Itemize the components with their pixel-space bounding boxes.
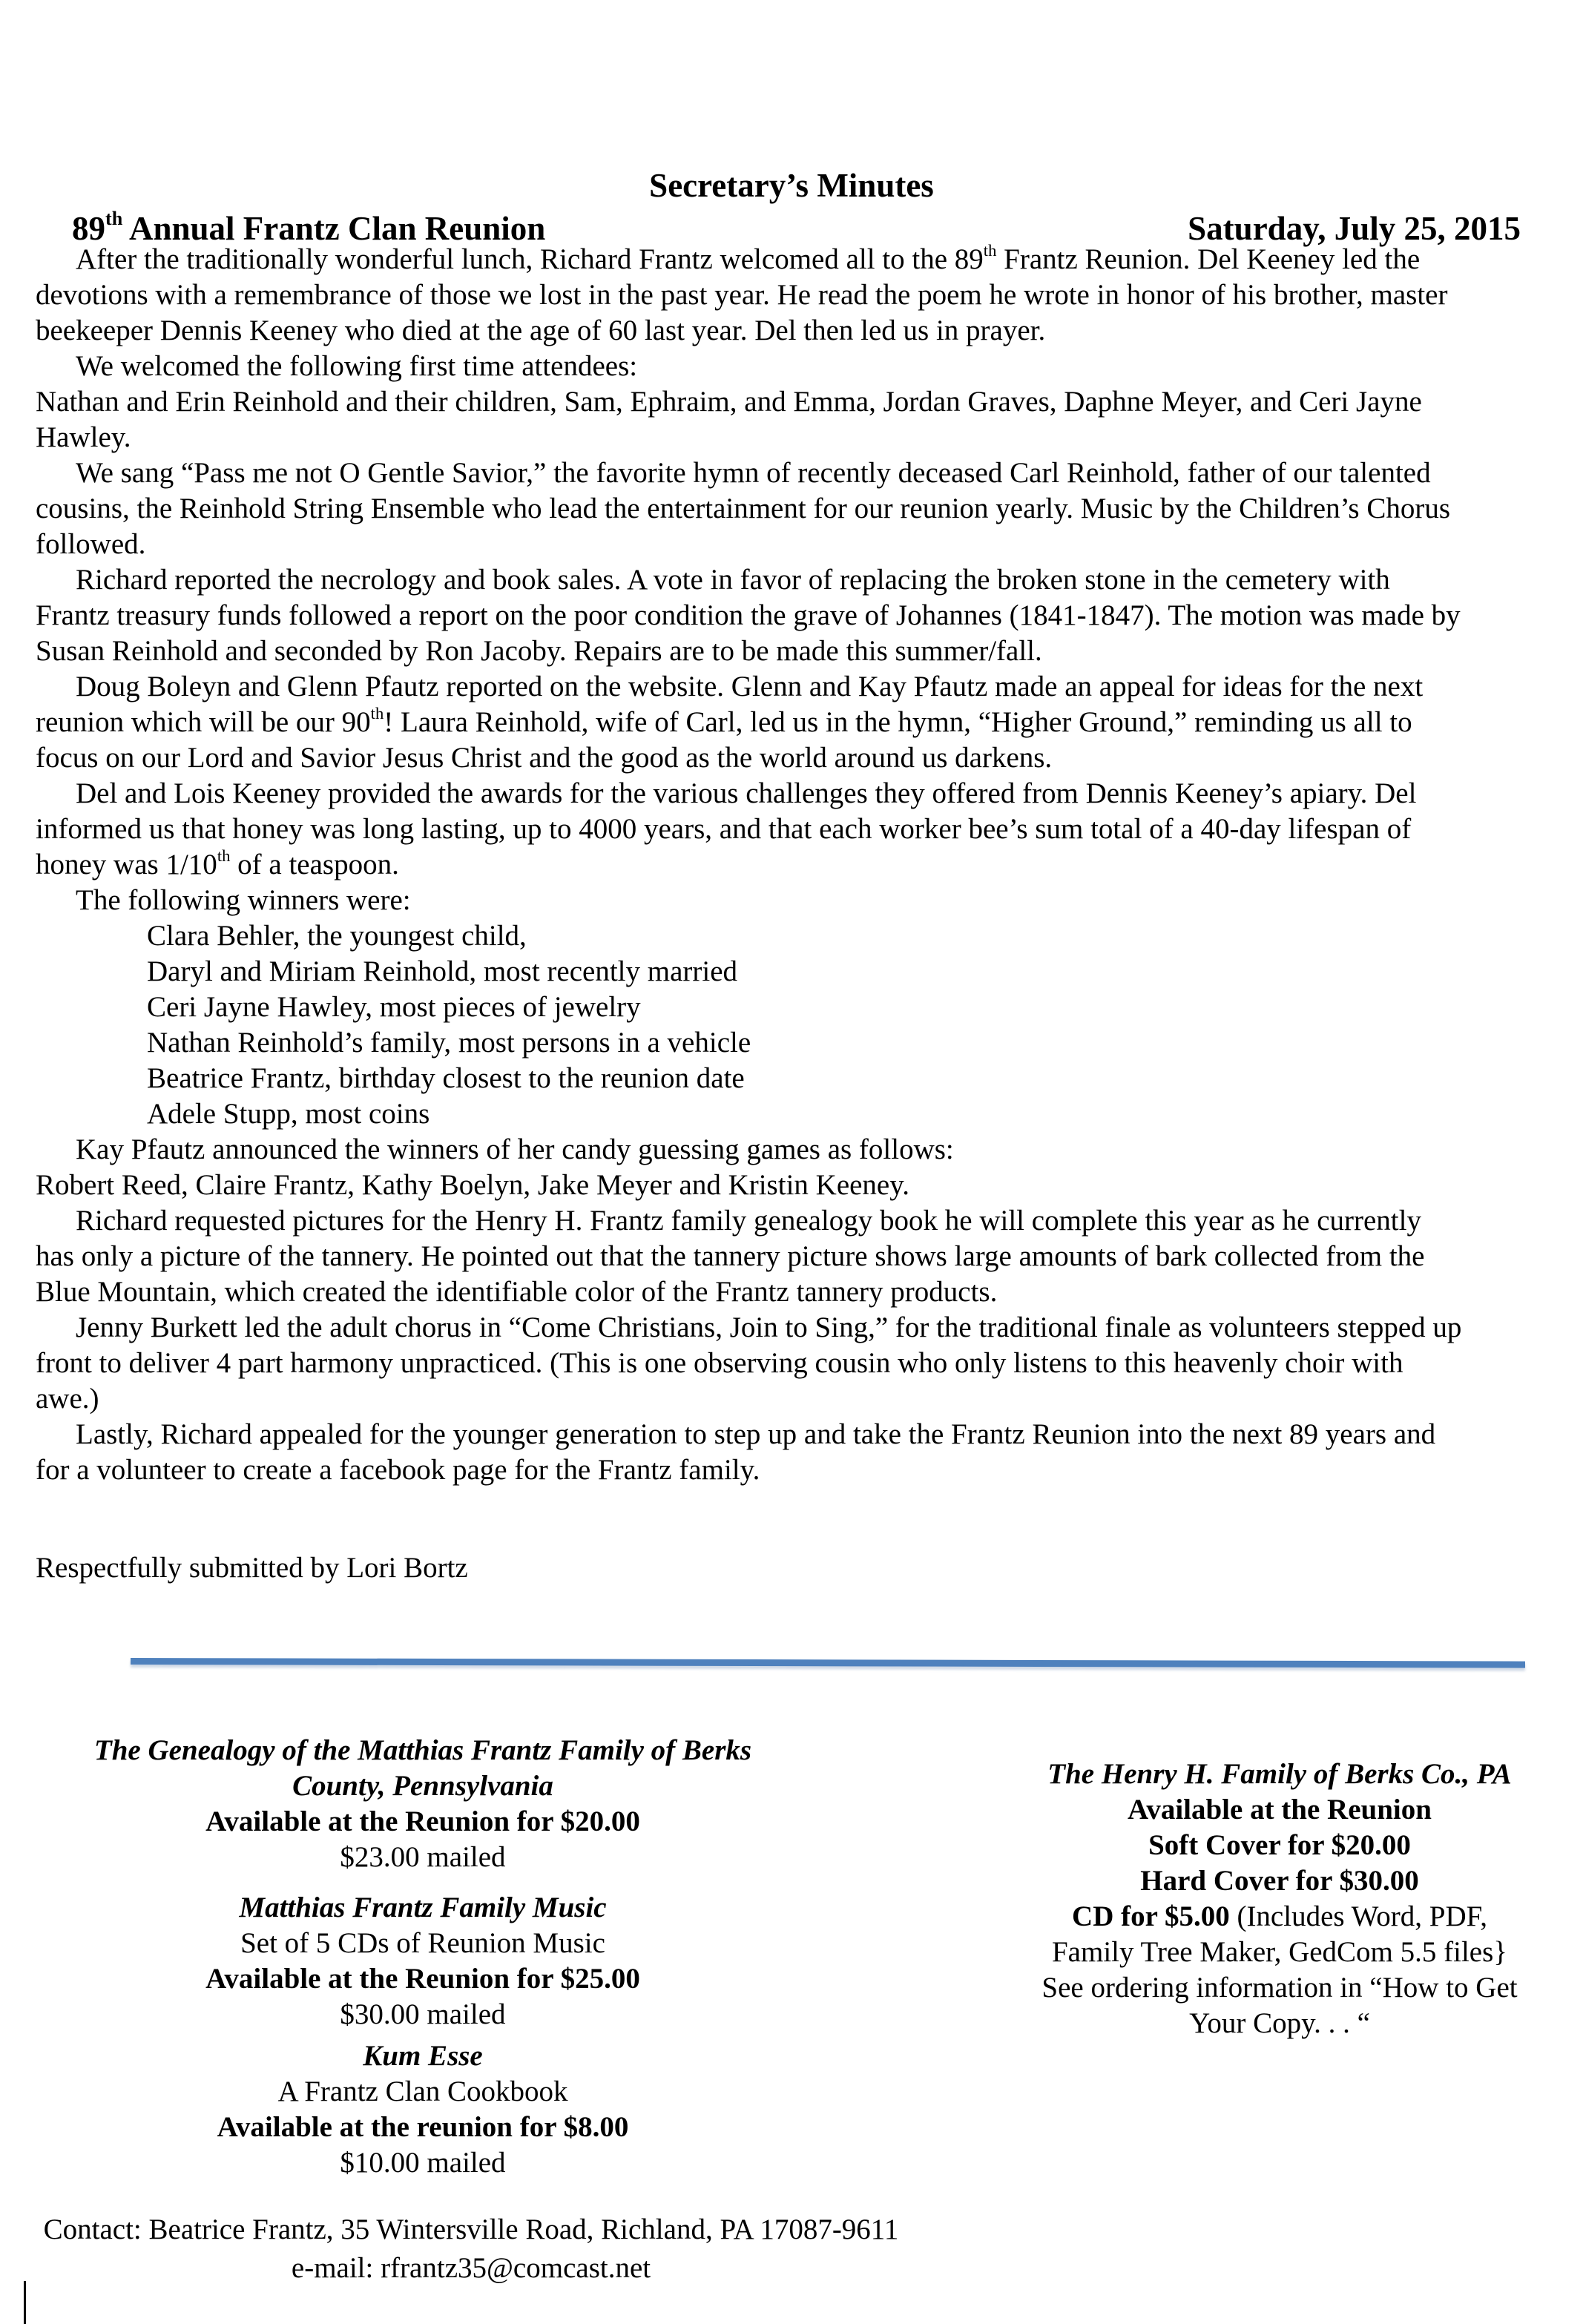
music-description: Set of 5 CDs of Reunion Music: [240, 1927, 605, 1959]
text-run: Blue Mountain, which created the identifiable color of the Frantz tannery products.: [36, 1276, 998, 1308]
minutes-line: [36, 1274, 1549, 1310]
text-run: reunion which will be our 90: [36, 706, 371, 738]
event-ordinal: 89: [72, 210, 105, 247]
genealogy-title-line1: The Genealogy of the Matthias Frantz Family of Berks: [93, 1734, 752, 1766]
genealogy-price: Available at the Reunion for $20.00: [205, 1805, 640, 1837]
minutes-line: [36, 1417, 1549, 1452]
minutes-line: [36, 633, 1549, 669]
text-run: Del and Lois Keeney provided the awards for the various challenges they offered from Dennis Keeney’s apiary. Del: [76, 777, 1417, 809]
section-divider: [131, 1658, 1525, 1668]
minutes-line: [36, 740, 1549, 776]
minutes-line: [36, 384, 1549, 420]
minutes-line: [36, 1203, 1549, 1239]
text-run: Ceri Jayne Hawley, most pieces of jewelry: [147, 991, 641, 1023]
cookbook-mailed: $10.00 mailed: [340, 2147, 506, 2179]
minutes-line: [36, 562, 1549, 598]
text-run: Hawley.: [36, 421, 131, 453]
event-name: Annual Frantz Clan Reunion: [122, 210, 546, 247]
minutes-body: [36, 242, 1549, 1488]
text-run: Beatrice Frantz, birthday closest to the reunion date: [147, 1062, 745, 1094]
genealogy-title-line2: County, Pennsylvania: [292, 1770, 553, 1802]
genealogy-mailed: $23.00 mailed: [340, 1841, 506, 1873]
text-run: followed.: [36, 528, 146, 560]
henry-cd-includes-cont: Family Tree Maker, GedCom 5.5 files}: [1051, 1936, 1508, 1968]
text-run: Robert Reed, Claire Frantz, Kathy Boelyn, Jake Meyer and Kristin Keeney.: [36, 1169, 909, 1201]
ordinal-suffix: th: [370, 703, 384, 722]
contact-address: Contact: Beatrice Frantz, 35 Wintersville Road, Richland, PA 17087-9611: [43, 2213, 899, 2245]
text-run: awe.): [36, 1383, 99, 1415]
contact-email[interactable]: e-mail: rfrantz35@comcast.net: [291, 2252, 651, 2284]
text-run: Adele Stupp, most coins: [147, 1098, 430, 1130]
cookbook-description: A Frantz Clan Cookbook: [277, 2076, 568, 2107]
text-run: Doug Boleyn and Glenn Pfautz reported on the website. Glenn and Kay Pfautz made an appeal for ideas for the next: [76, 671, 1424, 702]
text-run: ! Laura Reinhold, wife of Carl, led us in the hymn, “Higher Ground,” reminding us all to: [384, 706, 1412, 738]
text-run: front to deliver 4 part harmony unpracticed. (This is one observing cousin who only listens to this heavenly choir with: [36, 1347, 1403, 1379]
contact-block: [0, 2211, 942, 2288]
minutes-line: [36, 847, 1549, 883]
text-run: cousins, the Reinhold String Ensemble who lead the entertainment for our reunion yearly. Music by the Children’s Chorus: [36, 493, 1451, 524]
henry-cd-price: CD for $5.00: [1072, 1900, 1230, 1932]
text-run: informed us that honey was long lasting, up to 4000 years, and that each worker bee’s sum total of a 40-day lifespan of: [36, 813, 1412, 845]
event-date: Saturday, July 25, 2015: [1188, 210, 1521, 247]
minutes-line: [36, 705, 1549, 740]
event-ordinal-suffix: th: [105, 208, 123, 230]
text-run: of a teaspoon.: [230, 849, 399, 880]
signature: Respectfully submitted by Lori Bortz: [36, 1552, 468, 1584]
henry-ordering-info: See ordering information in “How to Get: [1041, 1972, 1518, 2004]
cookbook-title: Kum Esse: [363, 2040, 483, 2072]
text-run: devotions with a remembrance of those we lost in the past year. He read the poem he wrote in honor of his brother, master: [36, 279, 1448, 311]
winner-list-item: [36, 918, 1549, 954]
henry-hard-cover: Hard Cover for $30.00: [1140, 1865, 1419, 1897]
minutes-line: [36, 669, 1549, 705]
minutes-line: [36, 883, 1549, 918]
text-run: We welcomed the following first time attendees:: [76, 350, 638, 382]
spacer: [59, 1875, 786, 1890]
winner-list-item: [36, 1096, 1549, 1132]
text-run: Richard requested pictures for the Henry H. Frantz family genealogy book he will complete this year as he currently: [76, 1205, 1421, 1237]
text-cursor: [24, 2281, 26, 2324]
minutes-line: [36, 1132, 1549, 1168]
text-run: Nathan Reinhold’s family, most persons in a vehicle: [147, 1027, 751, 1059]
minutes-line: [36, 1381, 1549, 1417]
ordinal-suffix: th: [217, 846, 231, 865]
text-run: Susan Reinhold and seconded by Ron Jacoby. Repairs are to be made this summer/fall.: [36, 635, 1042, 667]
text-run: Jenny Burkett led the adult chorus in “Come Christians, Join to Sing,” for the traditional finale as volunteers stepped up: [76, 1311, 1462, 1343]
henry-book-title: The Henry H. Family of Berks Co., PA: [1047, 1758, 1512, 1790]
ordinal-suffix: th: [983, 240, 997, 260]
minutes-line: [36, 776, 1549, 812]
minutes-line: [36, 1452, 1549, 1488]
music-title: Matthias Frantz Family Music: [239, 1892, 607, 1923]
music-mailed: $30.00 mailed: [340, 1998, 506, 2030]
minutes-line: [36, 455, 1549, 491]
minutes-line: [36, 349, 1549, 384]
text-run: Kay Pfautz announced the winners of her candy guessing games as follows:: [76, 1133, 954, 1165]
henry-availability: Available at the Reunion: [1128, 1794, 1432, 1826]
henry-cd-includes: (Includes Word, PDF,: [1229, 1900, 1487, 1932]
henry-ordering-info-cont: Your Copy. . . “: [1189, 2007, 1370, 2039]
henry-soft-cover: Soft Cover for $20.00: [1148, 1829, 1411, 1861]
minutes-line: [36, 527, 1549, 562]
minutes-line: [36, 598, 1549, 633]
winner-list-item: [36, 1025, 1549, 1061]
winner-list-item: [36, 954, 1549, 990]
text-run: honey was 1/10: [36, 849, 217, 880]
minutes-line: [36, 1310, 1549, 1346]
products-left: [59, 1733, 786, 2181]
winner-list-item: [36, 990, 1549, 1025]
minutes-line: [36, 242, 1549, 277]
text-run: Clara Behler, the youngest child,: [147, 920, 527, 952]
products-right: [1020, 1757, 1539, 2041]
text-run: for a volunteer to create a facebook page for the Frantz family.: [36, 1454, 760, 1486]
winner-list-item: [36, 1061, 1549, 1096]
text-run: Frantz Reunion. Del Keeney led the: [996, 243, 1421, 275]
minutes-line: [36, 1346, 1549, 1381]
minutes-line: [36, 277, 1549, 313]
spacer: [59, 2032, 786, 2038]
text-run: has only a picture of the tannery. He pointed out that the tannery picture shows large amounts of bark collected from the: [36, 1240, 1425, 1272]
minutes-line: [36, 812, 1549, 847]
text-run: Richard reported the necrology and book sales. A vote in favor of replacing the broken stone in the cemetery with: [76, 564, 1390, 596]
text-run: focus on our Lord and Savior Jesus Christ and the good as the world around us darkens.: [36, 742, 1053, 774]
text-run: Daryl and Miriam Reinhold, most recently married: [147, 955, 738, 987]
minutes-line: [36, 1168, 1549, 1203]
henry-cd-line: [1020, 1899, 1539, 1935]
text-run: beekeeper Dennis Keeney who died at the age of 60 last year. Del then led us in prayer.: [36, 315, 1046, 346]
text-run: After the traditionally wonderful lunch, Richard Frantz welcomed all to the 89: [76, 243, 984, 275]
minutes-line: [36, 420, 1549, 455]
page-title: Secretary’s Minutes: [649, 167, 934, 204]
text-run: The following winners were:: [76, 884, 411, 916]
minutes-line: [36, 491, 1549, 527]
text-run: Lastly, Richard appealed for the younger generation to step up and take the Frantz Reunion into the next 89 years and: [76, 1418, 1436, 1450]
music-price: Available at the Reunion for $25.00: [205, 1963, 640, 1995]
minutes-line: [36, 313, 1549, 349]
cookbook-price: Available at the reunion for $8.00: [217, 2111, 629, 2143]
text-run: Frantz treasury funds followed a report on the poor condition the grave of Johannes (1841-1847). The motion was made by: [36, 599, 1461, 631]
minutes-line: [36, 1239, 1549, 1274]
text-run: Nathan and Erin Reinhold and their children, Sam, Ephraim, and Emma, Jordan Graves, Daphne Meyer, and Ceri Jayne: [36, 386, 1422, 418]
text-run: We sang “Pass me not O Gentle Savior,” the favorite hymn of recently deceased Carl Reinhold, father of our talented: [76, 457, 1431, 489]
